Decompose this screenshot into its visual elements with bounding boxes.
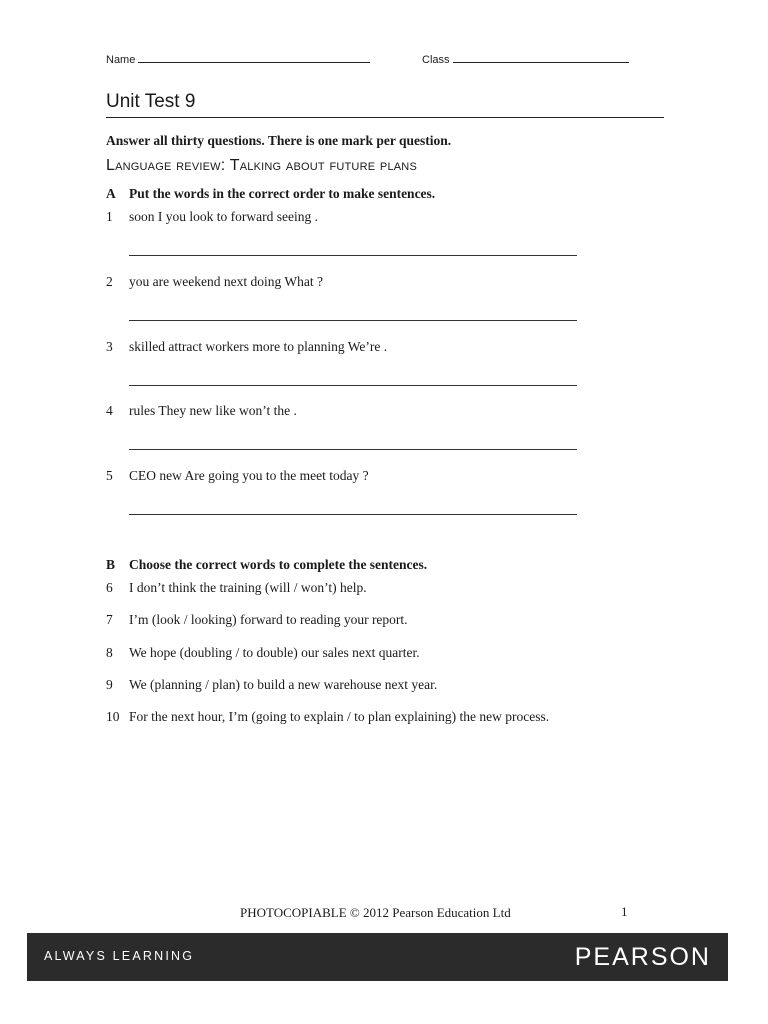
copyright-notice: PHOTOCOPIABLE © 2012 Pearson Education Ltd	[240, 905, 511, 920]
question-text: I don’t think the training (will / won’t) help.	[129, 580, 367, 595]
brand-bar	[27, 933, 728, 981]
student-info-row	[106, 52, 666, 68]
question-4	[106, 403, 297, 419]
question-number: 7	[106, 612, 113, 627]
answer-line-5	[129, 514, 577, 515]
page-title: Unit Test 9	[106, 91, 664, 118]
class-field	[422, 52, 629, 66]
question-number: 1	[106, 209, 113, 224]
question-number: 10	[106, 709, 120, 724]
question-text: CEO new Are going you to the meet today ?	[129, 468, 369, 483]
question-number: 5	[106, 468, 113, 483]
question-number: 6	[106, 580, 113, 595]
part-b-heading	[106, 557, 427, 573]
answer-line-1	[129, 255, 577, 256]
answer-line-3	[129, 385, 577, 386]
brand-tagline: ALWAYS LEARNING	[44, 949, 195, 963]
part-b-letter: B	[106, 557, 116, 572]
question-text: soon I you look to forward seeing .	[129, 209, 318, 224]
question-number: 3	[106, 339, 113, 354]
name-blank	[138, 52, 370, 63]
answer-line-2	[129, 320, 577, 321]
question-text: you are weekend next doing What ?	[129, 274, 323, 289]
answer-line-4	[129, 449, 577, 450]
pearson-logo: PEARSON	[574, 943, 711, 971]
test-instructions: Answer all thirty questions. There is one mark per question.	[106, 133, 452, 148]
question-10	[106, 709, 549, 725]
question-5	[106, 468, 369, 484]
question-number: 2	[106, 274, 113, 289]
question-text: For the next hour, I’m (going to explain / to plan explaining) the new process.	[129, 709, 550, 724]
question-number: 4	[106, 403, 113, 418]
part-b-instruction: Choose the correct words to complete the sentences.	[129, 557, 428, 572]
name-label: Name	[106, 54, 136, 66]
question-3	[106, 339, 387, 355]
question-number: 9	[106, 677, 113, 692]
part-a-letter: A	[106, 186, 116, 201]
question-number: 8	[106, 645, 113, 660]
section-heading: Language review: Talking about future plans	[106, 157, 417, 174]
question-1	[106, 209, 318, 225]
question-9	[106, 677, 437, 693]
question-text: I’m (look / looking) forward to reading your report.	[129, 612, 408, 627]
question-text: We (planning / plan) to build a new warehouse next year.	[129, 677, 438, 692]
part-a-instruction: Put the words in the correct order to make sentences.	[129, 186, 436, 201]
question-2	[106, 274, 323, 290]
page-number: 1	[621, 904, 628, 919]
question-text: skilled attract workers more to planning We’re .	[129, 339, 388, 354]
part-a-heading	[106, 186, 435, 202]
question-8	[106, 645, 420, 661]
class-label: Class	[422, 54, 450, 66]
question-6	[106, 580, 367, 596]
question-text: rules They new like won’t the .	[129, 403, 297, 418]
question-text: We hope (doubling / to double) our sales next quarter.	[129, 645, 420, 660]
question-7	[106, 612, 408, 628]
name-field	[106, 52, 370, 66]
class-blank	[453, 52, 629, 63]
